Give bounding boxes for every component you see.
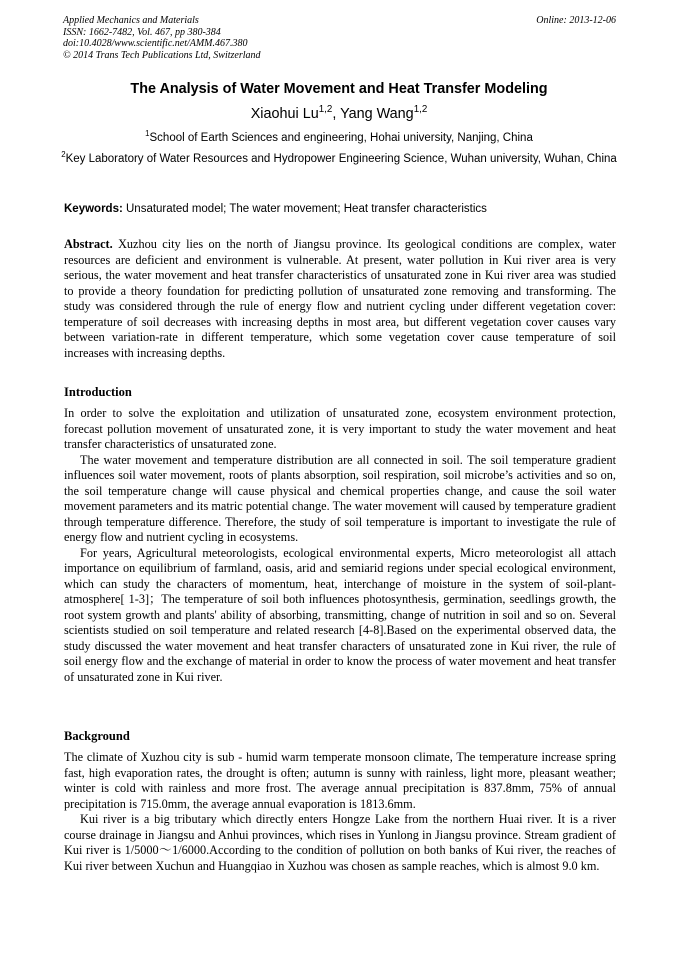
abstract-text: Xuzhou city lies on the north of Jiangsu province. Its geological conditions are complex, water resources are deficient and environment is vulnerable. At present, water pollution in Kui river area is very serious, the water movement and heat transfer characteristics of unsaturated zone in Kui river area was studied to provide a theory foundation for predicting pollution of unsaturated zone removing and transforming. The study was considered through the rule of energy flow and nutrient cycling under different vegetation cover: temperature of soil decreases with increasing depths in most area, but different vegetation cover causes vary between variation-rate in different temperature, which some vegetation cover cause temperature of soil increases with increasing depths. <box>64 237 616 360</box>
paragraph: The water movement and temperature distribution are all connected in soil. The soil temperature gradient influences soil water movement, roots of plants absorption, soil respiration, soil microbe’s activities and so on, the soil temperature change will cause physical and chemical properties change, and cause the soil water movement parameters and its matric potential change. The water movement will caused by temperature gradient through temperature difference. Therefore, the study of soil temperature is important to investigate the rule of energy flow and nutrient cycling in ecosystems. <box>64 452 616 544</box>
paragraph: Kui river is a big tributary which directly enters Hongze Lake from the northern Huai river. It is a river course drainage in Jiangsu and Anhui provinces, which rises in Yunlong in Jiangsu province. Stream gradient of Kui river is 1/5000～1/6000.According to the condition of pollution on both banks of Kui river, the reaches of Kui river between Xuchun and Huangqiao in Xuzhou was chosen as sample reaches, which is almost 9.0 km. <box>64 812 616 873</box>
author-affiliation-mark: 1,2 <box>413 104 428 116</box>
journal-name: Applied Mechanics and Materials <box>63 15 199 26</box>
keywords-text: Unsaturated model; The water movement; Heat transfer characteristics <box>122 203 487 215</box>
keywords-label: Keywords: <box>64 203 123 215</box>
journal-header <box>63 15 616 61</box>
affiliation-1 <box>60 131 618 146</box>
author-list <box>40 104 638 124</box>
online-date: Online: 2013-12-06 <box>536 15 616 26</box>
paragraph: In order to solve the exploitation and utilization of unsaturated zone, ecosystem environment protection, forecast pollution movement of unsaturated zone, it is very important to study the water movement and heat transfer characteristics of unsaturated zone. <box>64 406 616 451</box>
abstract <box>64 237 616 361</box>
doi-line: doi:10.4028/www.scientific.net/AMM.467.380 <box>63 38 248 49</box>
issn-line: ISSN: 1662-7482, Vol. 467, pp 380-384 <box>63 26 221 38</box>
author-separator: , <box>332 106 341 122</box>
keywords <box>64 202 616 217</box>
paragraph: For years, Agricultural meteorologists, ecological environmental experts, Micro meteorologist all attach importance on equilibrium of farmland, oasis, arid and semiarid regions under special ecological environment, which can study the characters of momentum, heat, interchange of moisture in the system of soil-plant-atmosphere[ 1-3]；The temperature of soil both influences photosynthesis, germination, seedlings growth, the root system growth and plants' ability of absorbing, transmitting, change of nutrition in soil and so on. Several scientists studied on soil temperature and related research [4-8].Based on the experimental observed data, the study discussed the water movement and heat transfer characters of unsaturated zone in Kui river, the rule of soil energy flow and the exchange of material in order to know the process of water movement and heat transfer of unsaturated zone in Kui river. <box>64 545 616 684</box>
affiliation-text: Key Laboratory of Water Resources and Hydropower Engineering Science, Wuhan university, Wuhan, China <box>65 153 617 165</box>
author-name: Yang Wang <box>340 106 414 122</box>
abstract-label: Abstract. <box>64 237 113 251</box>
affiliation-mark: 1 <box>145 129 150 139</box>
copyright-line: © 2014 Trans Tech Publications Ltd, Switzerland <box>63 49 261 61</box>
affiliation-2 <box>60 152 618 167</box>
paper-title: The Analysis of Water Movement and Heat Transfer Modeling <box>130 81 548 97</box>
introduction-body <box>64 406 616 685</box>
section-heading-introduction: Introduction <box>64 385 132 399</box>
section-heading-background: Background <box>64 729 130 743</box>
author-name: Xiaohui Lu <box>250 106 319 122</box>
author-affiliation-mark: 1,2 <box>318 104 333 116</box>
affiliation-mark: 2 <box>61 150 66 160</box>
paragraph: The climate of Xuzhou city is sub - humid warm temperate monsoon climate, The temperature increase spring fast, high evaporation rates, the drought is often; autumn is sunny with rainless, light more, pleasant weather; winter is cold with rainless and more frost. The average annual precipitation is 837.8mm, 75% of annual precipitation is 715.0mm, the average annual evaporation is 1813.6mm. <box>64 750 616 811</box>
background-body <box>64 750 616 874</box>
affiliation-text: School of Earth Sciences and engineering, Hohai university, Nanjing, China <box>149 132 533 144</box>
